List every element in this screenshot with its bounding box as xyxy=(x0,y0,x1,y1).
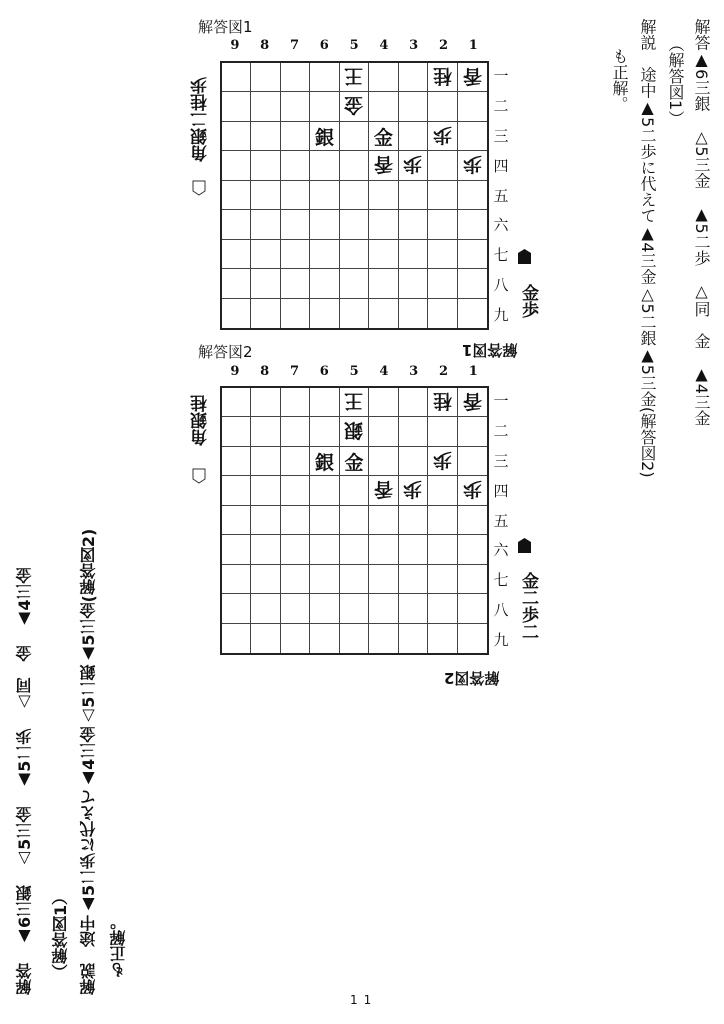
board-square xyxy=(310,417,339,446)
board-1-sente-hand: 金歩 xyxy=(518,284,538,318)
board-1-title: 解答図1 xyxy=(198,18,253,36)
board-square xyxy=(222,269,251,298)
board-square xyxy=(251,535,280,564)
board-square xyxy=(428,240,457,269)
board-square xyxy=(458,594,487,623)
board-square xyxy=(281,240,310,269)
board-square xyxy=(369,181,398,210)
board-square xyxy=(340,594,369,623)
board-2-mirrored-title: 解答図2 xyxy=(444,669,500,687)
board-square xyxy=(369,269,398,298)
board-square xyxy=(428,624,457,653)
board-square xyxy=(458,122,487,151)
board-square xyxy=(222,565,251,594)
gote-piece: 香 xyxy=(462,389,482,412)
board-square xyxy=(222,535,251,564)
board-square xyxy=(458,63,487,92)
board-2-grid xyxy=(220,386,489,655)
gote-piece: 歩 xyxy=(432,448,452,471)
board-square xyxy=(458,151,487,180)
board-square xyxy=(399,299,428,328)
board-1-grid xyxy=(220,61,489,330)
board-square xyxy=(428,181,457,210)
board-1-rank-labels: 一 二 三 四 五 六 七 八 九 xyxy=(493,67,509,325)
board-square xyxy=(310,240,339,269)
board-square xyxy=(281,151,310,180)
board-square xyxy=(369,63,398,92)
answer-column xyxy=(690,8,724,426)
board-square xyxy=(281,535,310,564)
board-square xyxy=(458,624,487,653)
board-square xyxy=(340,388,369,417)
board-square xyxy=(222,388,251,417)
board-2-title: 解答図2 xyxy=(198,343,253,361)
board-square xyxy=(369,388,398,417)
board-square xyxy=(458,417,487,446)
board-square xyxy=(399,122,428,151)
answer-moves: ▲6三銀 △5三金 ▲5二歩 △同 金 ▲4三金 xyxy=(692,50,711,426)
board-1-file-labels: 9 8 7 6 5 4 3 2 1 xyxy=(230,38,478,53)
board-square xyxy=(281,92,310,121)
board-square xyxy=(369,240,398,269)
page-number: 11 xyxy=(350,993,378,1007)
board-square xyxy=(310,565,339,594)
board-square xyxy=(428,63,457,92)
gote-piece: 金 xyxy=(344,94,364,117)
board-square xyxy=(281,506,310,535)
board-square xyxy=(281,565,310,594)
board-square xyxy=(399,417,428,446)
board-square xyxy=(222,92,251,121)
board-square xyxy=(399,63,428,92)
board-square xyxy=(310,476,339,505)
board-square xyxy=(251,594,280,623)
mirrored-answer-reference: （解答図1） xyxy=(51,888,70,980)
gote-piece: 歩 xyxy=(403,478,423,501)
board-square xyxy=(251,63,280,92)
gote-piece: 王 xyxy=(344,389,364,412)
board-square xyxy=(340,151,369,180)
board-square xyxy=(428,594,457,623)
gote-piece: 香 xyxy=(373,478,393,501)
board-square xyxy=(281,299,310,328)
board-square xyxy=(458,388,487,417)
gote-piece: 桂 xyxy=(432,64,452,87)
board-square xyxy=(251,388,280,417)
board-square xyxy=(281,63,310,92)
board-square xyxy=(222,210,251,239)
board-square xyxy=(369,151,398,180)
board-2-rank-labels: 一 二 三 四 五 六 七 八 九 xyxy=(493,392,509,650)
gote-piece: 歩 xyxy=(432,123,452,146)
board-square xyxy=(428,506,457,535)
board-square xyxy=(399,210,428,239)
gote-piece: 歩 xyxy=(462,478,482,501)
board-square xyxy=(428,92,457,121)
board-square xyxy=(251,565,280,594)
board-square xyxy=(222,417,251,446)
board-square xyxy=(369,565,398,594)
board-square xyxy=(340,92,369,121)
board-square xyxy=(428,299,457,328)
explanation-text: 途中▲5二歩に代えて▲4三金△5二銀▲5三金(解答図2) xyxy=(638,66,657,478)
board-square xyxy=(310,594,339,623)
board-square xyxy=(222,299,251,328)
board-square xyxy=(340,269,369,298)
board-square xyxy=(458,210,487,239)
board-square xyxy=(458,299,487,328)
board-square xyxy=(428,447,457,476)
board-square xyxy=(251,181,280,210)
board-square xyxy=(222,63,251,92)
board-square xyxy=(340,210,369,239)
board-square xyxy=(222,240,251,269)
board-square xyxy=(310,535,339,564)
board-square xyxy=(428,535,457,564)
board-square xyxy=(399,447,428,476)
board-square xyxy=(369,122,398,151)
board-square xyxy=(281,210,310,239)
mirrored-explanation-continuation: も正解。 xyxy=(109,914,128,978)
board-square xyxy=(399,506,428,535)
gote-piece: 桂 xyxy=(432,389,452,412)
board-square xyxy=(251,299,280,328)
gote-piece: 歩 xyxy=(403,153,423,176)
sente-piece: 金 xyxy=(373,126,393,149)
board-2-file-labels: 9 8 7 6 5 4 3 2 1 xyxy=(230,364,478,379)
board-square xyxy=(458,240,487,269)
board-square xyxy=(340,299,369,328)
board-square xyxy=(369,624,398,653)
board-square xyxy=(399,565,428,594)
board-square xyxy=(428,476,457,505)
board-square xyxy=(222,122,251,151)
board-square xyxy=(340,181,369,210)
board-square xyxy=(222,447,251,476)
board-2-sente-hand: 金二歩二 xyxy=(518,572,538,640)
board-1-gote-hand: 角銀二桂歩 xyxy=(191,77,211,162)
gote-piece: 銀 xyxy=(344,419,364,442)
board-square xyxy=(222,594,251,623)
board-square xyxy=(251,210,280,239)
board-square xyxy=(222,624,251,653)
board-square xyxy=(251,476,280,505)
board-square xyxy=(310,92,339,121)
sente-marker-icon xyxy=(517,537,532,554)
board-square xyxy=(310,447,339,476)
board-square xyxy=(340,122,369,151)
board-square xyxy=(458,476,487,505)
board-square xyxy=(428,417,457,446)
board-square xyxy=(369,417,398,446)
gote-marker-icon xyxy=(192,468,206,484)
board-square xyxy=(458,92,487,121)
board-square xyxy=(340,535,369,564)
board-square xyxy=(310,181,339,210)
board-square xyxy=(399,476,428,505)
board-square xyxy=(458,269,487,298)
board-square xyxy=(222,506,251,535)
gote-piece: 歩 xyxy=(462,153,482,176)
board-square xyxy=(340,447,369,476)
board-square xyxy=(310,122,339,151)
board-square xyxy=(251,122,280,151)
board-square xyxy=(310,63,339,92)
board-square xyxy=(310,151,339,180)
board-square xyxy=(399,240,428,269)
board-square xyxy=(281,122,310,151)
gote-piece: 王 xyxy=(344,64,364,87)
board-square xyxy=(399,151,428,180)
board-square xyxy=(281,181,310,210)
board-square xyxy=(281,269,310,298)
board-square xyxy=(399,181,428,210)
board-square xyxy=(222,151,251,180)
board-square xyxy=(310,506,339,535)
board-square xyxy=(428,388,457,417)
board-square xyxy=(340,506,369,535)
board-square xyxy=(251,624,280,653)
board-square xyxy=(428,122,457,151)
board-square xyxy=(458,181,487,210)
board-square xyxy=(399,535,428,564)
gote-piece: 香 xyxy=(373,153,393,176)
board-square xyxy=(369,476,398,505)
board-square xyxy=(222,181,251,210)
answer-reference: （解答図1） xyxy=(666,36,685,127)
board-square xyxy=(340,63,369,92)
board-square xyxy=(369,92,398,121)
board-square xyxy=(251,92,280,121)
board-square xyxy=(310,388,339,417)
explanation-continuation: も正解。 xyxy=(610,48,629,112)
sente-piece: 銀 xyxy=(315,451,335,474)
board-square xyxy=(281,594,310,623)
board-square xyxy=(251,506,280,535)
board-square xyxy=(399,624,428,653)
board-square xyxy=(369,299,398,328)
board-square xyxy=(340,417,369,446)
sente-piece: 金 xyxy=(344,451,364,474)
board-square xyxy=(428,210,457,239)
mirrored-explanation-column: 解説 途中▲5二歩に代えて▲4三金△5二銀▲5三金(解答図2) xyxy=(79,528,98,995)
board-square xyxy=(369,594,398,623)
board-square xyxy=(251,151,280,180)
board-square xyxy=(340,476,369,505)
board-square xyxy=(251,240,280,269)
board-square xyxy=(369,506,398,535)
board-square xyxy=(281,447,310,476)
board-square xyxy=(428,151,457,180)
board-square xyxy=(251,447,280,476)
board-square xyxy=(458,535,487,564)
board-square xyxy=(399,269,428,298)
board-square xyxy=(251,269,280,298)
board-square xyxy=(340,240,369,269)
board-square xyxy=(369,535,398,564)
board-square xyxy=(340,624,369,653)
board-square xyxy=(399,594,428,623)
board-square xyxy=(310,210,339,239)
board-square xyxy=(369,447,398,476)
explanation-column xyxy=(636,8,680,478)
board-square xyxy=(281,388,310,417)
board-square xyxy=(428,269,457,298)
explanation-label: 解説 xyxy=(638,18,657,51)
board-square xyxy=(399,388,428,417)
sente-marker-icon xyxy=(517,248,532,265)
board-square xyxy=(458,506,487,535)
board-2-gote-hand: 角銀桂 xyxy=(191,395,211,446)
answer-label: 解答 xyxy=(692,18,711,51)
board-square xyxy=(281,476,310,505)
board-square xyxy=(428,565,457,594)
board-square xyxy=(310,299,339,328)
gote-marker-icon xyxy=(192,180,206,196)
board-square xyxy=(281,624,310,653)
mirrored-answer-column: 解答 ▲6三銀 △5三金 ▲5二歩 △同 金 ▲4三金 xyxy=(15,567,34,995)
board-square xyxy=(310,269,339,298)
board-square xyxy=(340,565,369,594)
board-square xyxy=(458,565,487,594)
board-square xyxy=(369,210,398,239)
board-square xyxy=(251,417,280,446)
board-square xyxy=(458,447,487,476)
board-square xyxy=(281,417,310,446)
board-1-mirrored-title: 解答図1 xyxy=(462,341,518,359)
sente-piece: 銀 xyxy=(315,126,335,149)
board-square xyxy=(222,476,251,505)
gote-piece: 香 xyxy=(462,64,482,87)
board-square xyxy=(399,92,428,121)
board-square xyxy=(310,624,339,653)
